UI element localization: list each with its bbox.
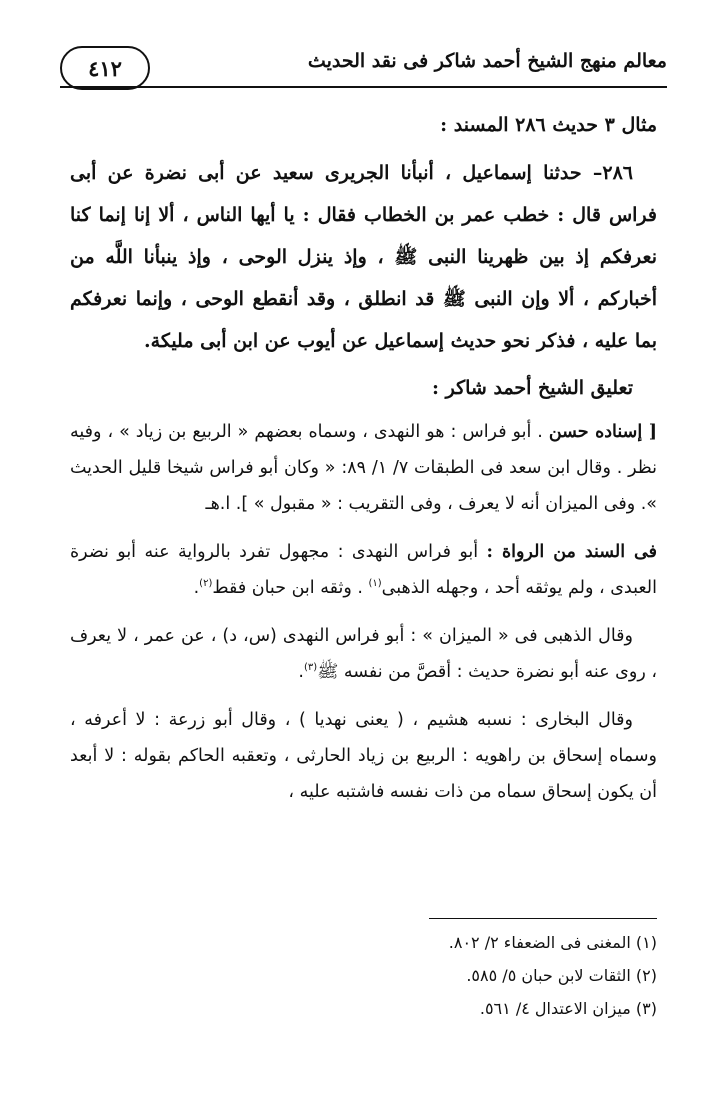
- header-rule: [60, 86, 667, 88]
- hadith-text: ٢٨٦– حدثنا إسماعيل ، أنبأنا الجريرى سعيد عن أبى نضرة عن أبى فراس قال : خطب عمر بن الخطاب فقال : يا أيها الناس ، ألا إنا إنما كنا نعرفكم إذ بين ظهرينا النبى ﷺ ، وإذ ينزل الوحى ، وإذ ينبأنا اللَّه من أخباركم ، ألا وإن النبى ﷺ قد انطلق ، وقد أنقطع الوحى ، وإنما نعرفكم بما عليه ، فذكر نحو حديث إسماعيل عن أيوب عن ابن أبى مليكة.: [70, 162, 657, 352]
- footnote-ref-2[interactable]: (٢): [199, 578, 213, 590]
- footnote-ref-3[interactable]: (٣): [304, 662, 318, 674]
- footnote-3: (٣) ميزان الاعتدال ٤/ ٥٦١.: [479, 999, 657, 1018]
- page-number: ٤١٢: [60, 46, 150, 90]
- footnote-ref-1[interactable]: (١): [368, 578, 382, 590]
- commentary-heading: تعليق الشيخ أحمد شاكر :: [431, 377, 633, 399]
- commentary-text: . أبو فراس : هو النهدى ، وسماه بعضهم « الربيع بن زياد » ، وفيه نظر . وقال ابن سعد فى الطبقات ٧/ ١/ ٨٩: « وكان أبو فراس شيخا قليل الحديث ». وفى الميزان أنه لا يعرف ، وفى التقريب : « مقبول » ]. ا.هـ: [70, 422, 657, 514]
- dhahabi-paragraph: [70, 618, 657, 690]
- narrators-text-3: .: [193, 578, 200, 598]
- dhahabi-end: .: [298, 662, 304, 682]
- narrators-lead: فى السند من الرواة :: [486, 542, 657, 562]
- bukhari-paragraph: وقال البخارى : نسبه هشيم ، ( يعنى نهديا ) ، وقال أبو زرعة : لا أعرفه ، وسماه إسحاق بن راهويه : الربيع بن زياد الحارثى ، وتعقبه الحاكم بقوله : لا أبعد أن يكون إسحاق سماه من ذات نفسه فاشتبه عليه ،: [70, 710, 657, 802]
- footnotes: [70, 926, 657, 1025]
- commentary-verdict: [ إسناده حسن: [548, 422, 657, 442]
- page-body: [70, 106, 657, 810]
- narrators-text-2: . وثقه ابن حبان فقط: [212, 578, 369, 598]
- running-title: معالم منهج الشيخ أحمد شاكر فى نقد الحديث: [307, 50, 667, 72]
- footnote-1: (١) المغنى فى الضعفاء ٢/ ٨٠٢.: [448, 933, 657, 952]
- footnote-rule: [429, 918, 657, 919]
- footnote-2: (٢) الثقات لابن حبان ٥/ ٥٨٥.: [466, 966, 657, 985]
- example-heading: مثال ٣ حديث ٢٨٦ المسند :: [440, 114, 657, 136]
- narrators-text-1: أبو فراس النهدى : مجهول تفرد بالرواية عنه أبو نضرة العبدى ، ولم يوثقه أحد ، وجهله الذهبى: [70, 542, 657, 598]
- commentary-paragraph: [70, 414, 657, 522]
- dhahabi-text: وقال الذهبى فى « الميزان » : أبو فراس النهدى (س، د) ، عن عمر ، لا يعرف ، روى عنه أبو نضرة حديث : أقصَّ من نفسه ﷺ: [70, 626, 657, 682]
- narrators-paragraph: [70, 534, 657, 606]
- page-header: [60, 42, 667, 92]
